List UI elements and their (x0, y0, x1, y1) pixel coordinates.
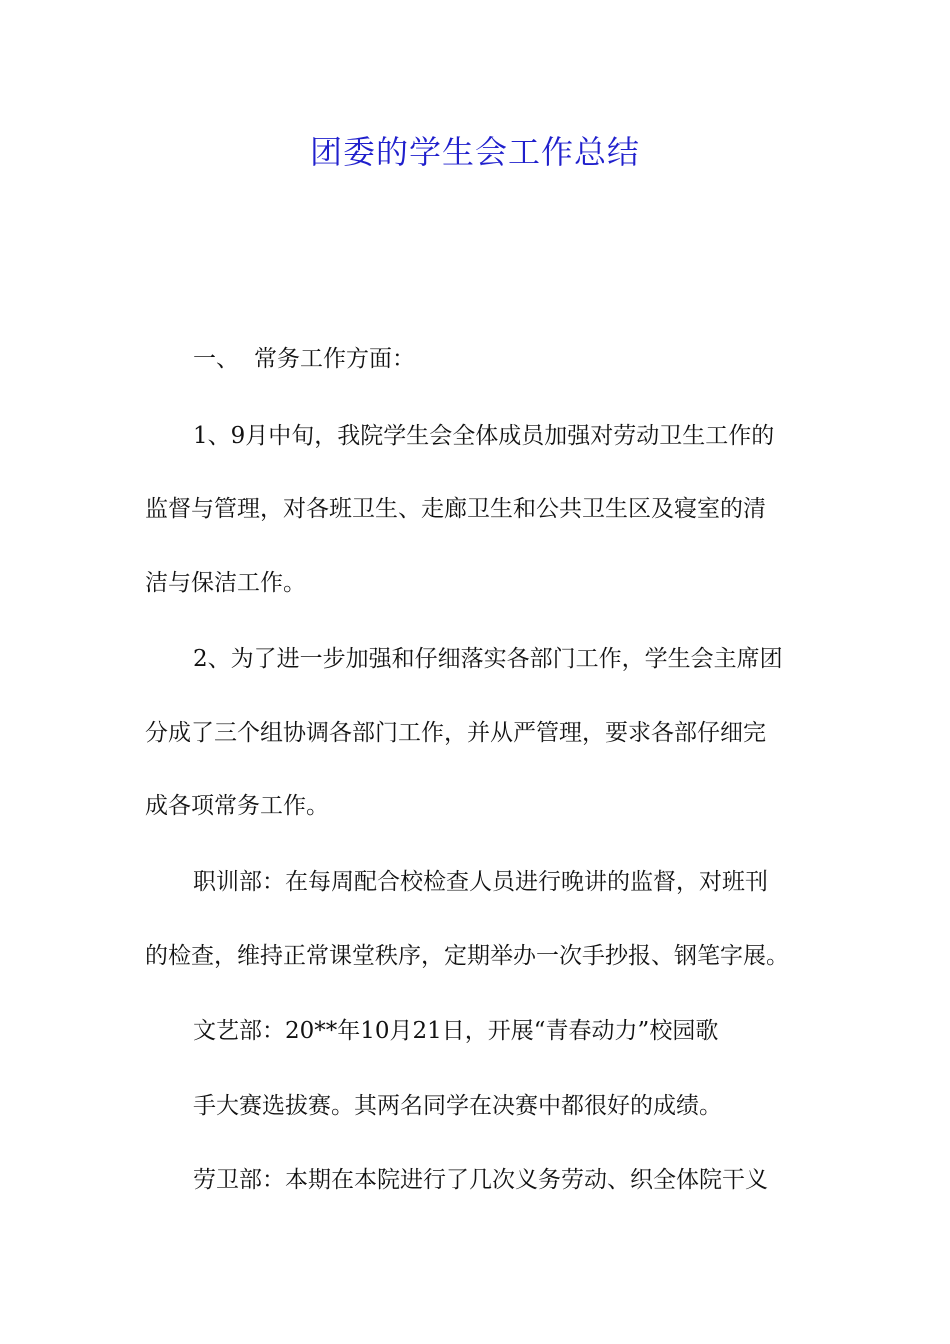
paragraph-line: 手大赛选拔赛。其两名同学在决赛中都很好的成绩。 (193, 1093, 722, 1119)
paragraph-line: 洁与保洁工作。 (145, 570, 306, 596)
paragraph-line: 监督与管理，对各班卫生、走廊卫生和公共卫生区及寝室的清 (145, 496, 766, 522)
section-heading: 常务工作方面： (254, 346, 415, 372)
section-number: 一、 (193, 346, 239, 372)
paragraph-line: 2、为了进一步加强和仔细落实各部门工作，学生会主席团 (193, 646, 783, 672)
paragraph-line: 1、9月中旬，我院学生会全体成员加强对劳动卫生工作的 (193, 423, 775, 449)
paragraph-line: 的检查，维持正常课堂秩序，定期举办一次手抄报、钢笔字展。 (145, 943, 789, 969)
paragraph-line: 文艺部：20**年10月21日，开展“青春动力”校园歌 (193, 1018, 719, 1044)
paragraph-line: 成各项常务工作。 (145, 793, 329, 819)
paragraph-line: 分成了三个组协调各部门工作，并从严管理，要求各部仔细完 (145, 720, 766, 746)
paragraph-line: 劳卫部：本期在本院进行了几次义务劳动、织全体院干义 (193, 1167, 768, 1193)
paragraph-line: 职训部：在每周配合校检查人员进行晚讲的监督，对班刊 (193, 869, 768, 895)
document-title: 团委的学生会工作总结 (309, 133, 640, 171)
